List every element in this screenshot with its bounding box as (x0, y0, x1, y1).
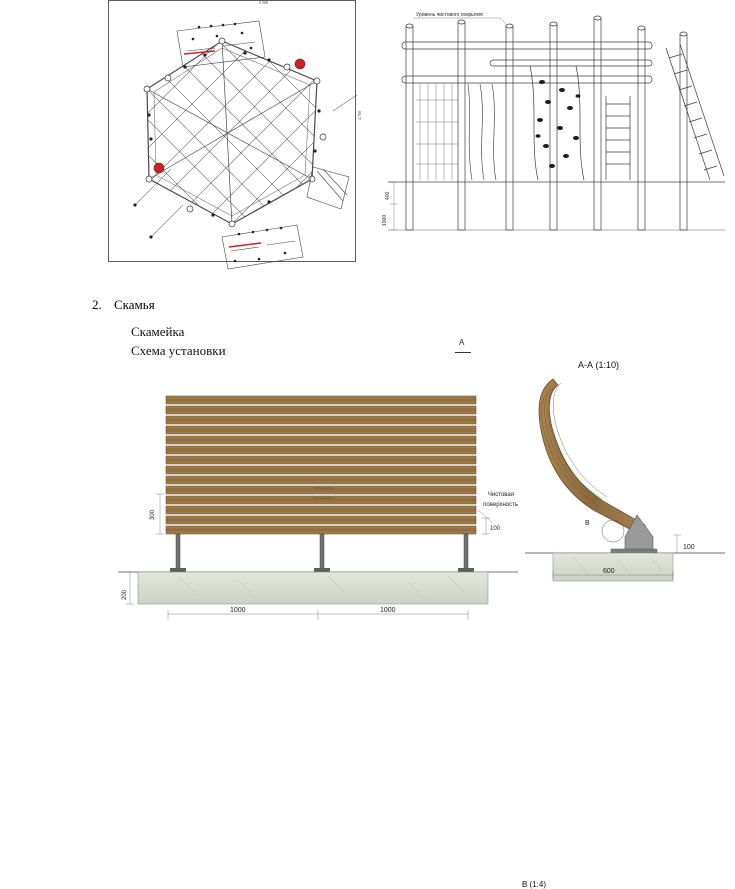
section-mark-b: В (585, 520, 590, 527)
plan-dim-right-label: 4 700 (357, 111, 362, 120)
bench-right-mark: 100 (490, 526, 501, 532)
section-note-b: В (1:4) (522, 880, 547, 889)
list-item-number: 2. (92, 297, 102, 312)
bench-dim-right: 1000 (380, 607, 396, 614)
elevation-level-note: Уровень чистового покрытия (416, 12, 483, 18)
section-dim-right: 100 (683, 544, 695, 551)
section-dim-base: 600 (603, 568, 615, 575)
elevation-dim-1: 400 (385, 191, 391, 200)
list-item-label: Скамья (114, 297, 155, 312)
bench-title-line1: Скамейка (131, 324, 185, 339)
bench-base-mark: 200 (122, 589, 128, 600)
section-title-label: А-А (1:10) (578, 360, 620, 370)
surface-note-line1: Чистовая (487, 492, 514, 498)
playground-plan-graphic (127, 19, 337, 244)
surface-note-line2: поверхность (483, 502, 518, 508)
elevation-dim-2: 1000 (382, 214, 388, 226)
section-mark-a: A (459, 338, 465, 347)
section-mark-a-line (455, 352, 471, 353)
bench-drawing-group (0, 315, 735, 889)
playground-elevation-graphic (380, 4, 730, 244)
list-item (92, 297, 155, 313)
bench-title-line2: Схема установки (131, 343, 226, 358)
bench-section-graphic (525, 375, 725, 585)
plan-dim-top-label: 5 500 (259, 0, 268, 5)
bench-elevation-graphic (118, 370, 518, 614)
top-drawings-group (0, 0, 735, 280)
plan-drawing-frame (108, 0, 362, 262)
bench-dim-left: 1000 (230, 607, 246, 614)
bench-height-mark: 300 (150, 509, 156, 520)
